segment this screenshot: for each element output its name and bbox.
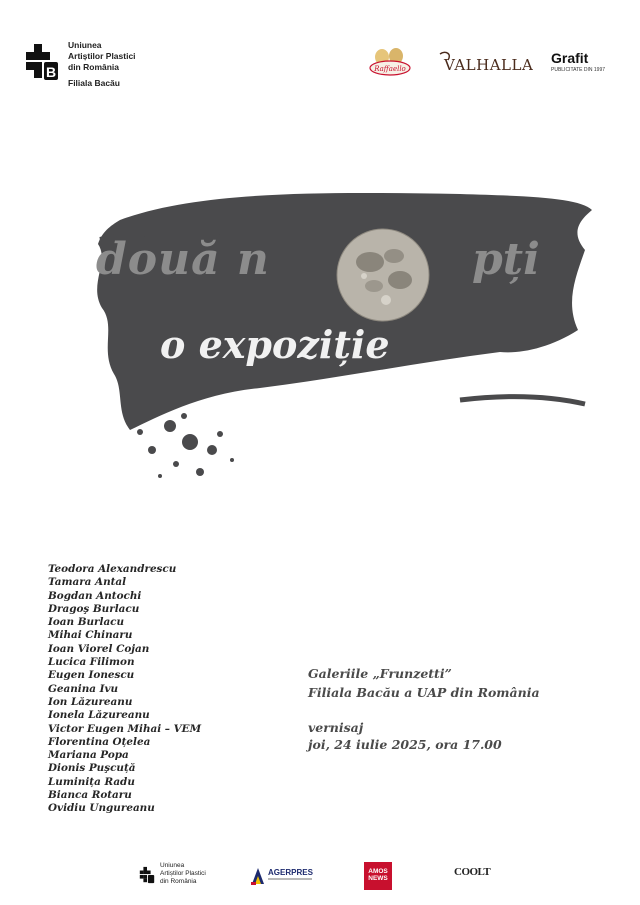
list-item: Bogdan Antochi xyxy=(48,589,142,602)
amos-news-label xyxy=(364,868,392,882)
full-moon-icon xyxy=(336,228,430,322)
agerpres-mark-icon xyxy=(250,866,266,886)
list-item: Mihai Chinaru xyxy=(48,629,133,642)
list-item: Tamara Antal xyxy=(48,576,127,589)
opening-block xyxy=(308,719,502,753)
uap-branch: Filiala Bacău xyxy=(68,78,120,88)
coolt-logo xyxy=(452,862,494,890)
list-item: Bianca Rotaru xyxy=(48,789,132,802)
uap-name-line3: din România xyxy=(68,62,120,72)
list-item: Geanina Ivu xyxy=(48,682,119,695)
list-item: Ionela Lăzureanu xyxy=(48,709,150,722)
list-item: Victor Eugen Mihai – VEM xyxy=(48,722,202,735)
grafit-label: Grafit xyxy=(551,50,589,66)
list-item: Dragoş Burlacu xyxy=(48,602,140,615)
uap-cross-logo-icon xyxy=(22,40,62,84)
list-item: Ioan Viorel Cojan xyxy=(48,642,150,655)
agerpres-underline xyxy=(268,878,312,880)
venue-block xyxy=(308,664,540,702)
footer-uap-name xyxy=(160,862,206,886)
amos-news-logo xyxy=(364,862,392,890)
venue-branch: Filiala Bacău a UAP din România xyxy=(308,685,540,700)
grafit-logo xyxy=(548,48,610,76)
uap-cross-small-icon xyxy=(138,864,156,886)
opening-datetime: joi, 24 iulie 2025, ora 17.00 xyxy=(308,737,502,752)
list-item: Florentina Oțelea xyxy=(48,735,151,748)
subtitle: o expoziție xyxy=(160,322,390,367)
amos-line2: NEWS xyxy=(368,875,388,882)
valhalla-logo xyxy=(436,48,534,76)
list-item: Lucica Filimon xyxy=(48,656,135,669)
uap-logo xyxy=(22,38,182,90)
svg-text:B: B xyxy=(46,64,57,80)
agerpres-label: AGERPRES xyxy=(268,868,313,877)
footer-uap-line3: din România xyxy=(160,878,197,885)
valhalla-label: VALHALLA xyxy=(444,56,534,74)
opening-label: vernisaj xyxy=(308,720,364,735)
footer-uap-line2: Artiștilor Plastici xyxy=(160,870,206,877)
uap-name-line2: Artiștilor Plastici xyxy=(68,51,136,61)
agerpres-logo xyxy=(250,864,320,888)
list-item: Luminița Radu xyxy=(48,775,135,788)
grafit-tagline: PUBLICITATE DIN 1997 xyxy=(551,67,605,73)
footer-uap-line1: Uniunea xyxy=(160,862,185,869)
list-item: Mariana Popa xyxy=(48,749,129,762)
raffaello-label: Raffaello xyxy=(374,65,406,73)
gallery-name: Galeriile „Frunzetti” xyxy=(308,666,452,681)
raffaello-logo-icon xyxy=(366,44,414,80)
list-item: Ovidiu Ungureanu xyxy=(48,802,155,815)
list-item: Ioan Burlacu xyxy=(48,616,125,629)
title-word-start: două n xyxy=(96,234,270,285)
coolt-label: COOLT xyxy=(454,866,491,878)
list-item: Eugen Ionescu xyxy=(48,669,135,682)
title-word-end: pți xyxy=(472,234,540,285)
list-item: Teodora Alexandrescu xyxy=(48,563,177,575)
uap-name-line1: Uniunea xyxy=(68,40,102,50)
list-item: Ion Lăzureanu xyxy=(48,695,133,708)
list-item: Dionis Puşcuță xyxy=(48,762,136,775)
uap-name xyxy=(68,40,136,89)
amos-line1: AMOS xyxy=(368,868,388,875)
artists-list xyxy=(48,563,201,816)
footer-uap-logo xyxy=(138,862,248,890)
